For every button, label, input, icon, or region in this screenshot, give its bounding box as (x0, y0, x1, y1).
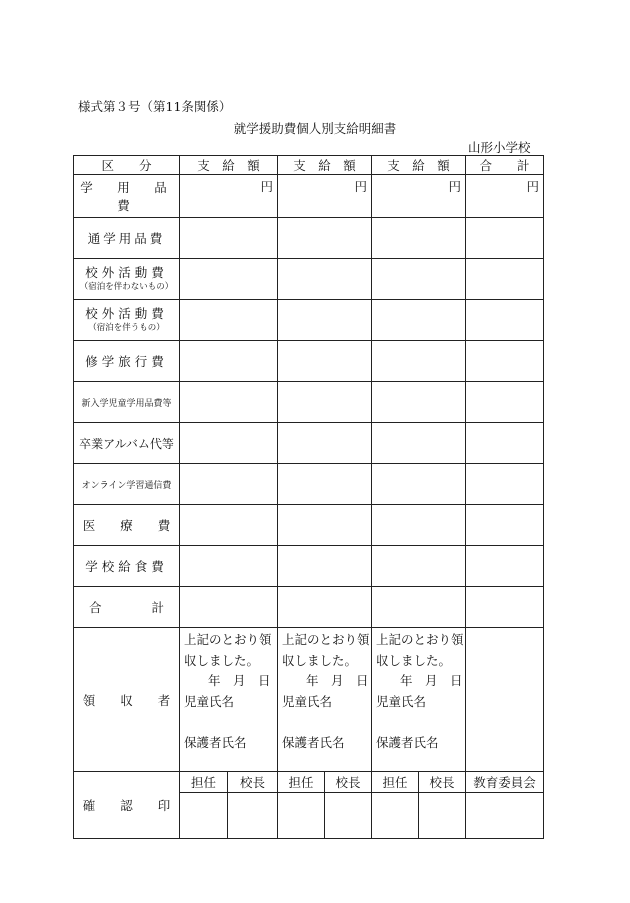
amount-cell[interactable] (180, 218, 278, 259)
stamp-cell[interactable] (372, 793, 419, 839)
amount-cell[interactable] (278, 300, 372, 341)
receipt-child-name: 児童氏名 (376, 693, 427, 709)
receipt-cell[interactable] (372, 628, 466, 772)
amount-cell[interactable] (278, 382, 372, 423)
row-label-commute-supplies: 通学用品費 (74, 218, 180, 259)
teacher-header: 担任 (278, 772, 325, 793)
school-name: 山形小学校 (468, 140, 531, 155)
amount-cell[interactable] (180, 259, 278, 300)
amount-cell[interactable] (180, 546, 278, 587)
table-row (74, 587, 544, 628)
header-total: 合 計 (466, 156, 544, 175)
amount-cell[interactable] (372, 259, 466, 300)
receipt-guardian-name: 保護者氏名 (376, 734, 439, 750)
header-row (74, 156, 544, 175)
table-row (74, 259, 544, 300)
amount-cell[interactable] (180, 587, 278, 628)
stamp-cell[interactable] (278, 793, 325, 839)
table-row (74, 505, 544, 546)
receipt-line-1: 上記のとおり領 (184, 632, 272, 647)
receipt-guardian-name: 保護者氏名 (282, 734, 345, 750)
receipt-line-2: 収しました。 (282, 652, 358, 668)
amount-cell[interactable] (180, 464, 278, 505)
table-row (74, 218, 544, 259)
row-label-school-supplies: 学 用 品 費 (74, 175, 180, 218)
amount-cell[interactable] (372, 218, 466, 259)
table-row (74, 546, 544, 587)
stamp-cell[interactable] (325, 793, 372, 839)
row-label-activity-stay (74, 300, 180, 341)
amount-cell[interactable] (180, 300, 278, 341)
stamp-cell[interactable] (180, 793, 228, 839)
total-cell[interactable] (466, 505, 544, 546)
header-payment-3: 支 給 額 (372, 156, 466, 175)
row-label-graduation-album: 卒業アルバム代等 (74, 423, 180, 464)
total-cell[interactable] (466, 382, 544, 423)
amount-cell[interactable] (372, 587, 466, 628)
activity-qualifier: （宿泊を伴わないもの） (79, 282, 174, 292)
amount-cell[interactable] (372, 505, 466, 546)
row-label-confirm: 確 認 印 (74, 772, 180, 839)
activity-label: 校外活動費 (85, 265, 168, 280)
amount-cell[interactable]: 円 (278, 175, 372, 218)
amount-cell[interactable] (278, 546, 372, 587)
table-row (74, 175, 544, 218)
receipt-line-2: 収しました。 (184, 652, 260, 668)
receipt-line-1: 上記のとおり領 (282, 632, 370, 647)
row-label-new-enrollment: 新入学児童学用品費等 (74, 382, 180, 423)
header-payment-1: 支 給 額 (180, 156, 278, 175)
total-cell[interactable] (466, 218, 544, 259)
receipt-row (74, 628, 544, 772)
table-row (74, 341, 544, 382)
principal-header: 校長 (325, 772, 372, 793)
amount-cell[interactable] (372, 546, 466, 587)
row-label-activity-no-stay (74, 259, 180, 300)
row-label-medical: 医 療 費 (74, 505, 180, 546)
principal-header: 校長 (228, 772, 278, 793)
table-row (74, 382, 544, 423)
amount-cell[interactable] (278, 505, 372, 546)
receipt-date: 年 月 日 (306, 673, 369, 688)
activity-qualifier: （宿泊を伴うもの） (88, 323, 165, 333)
amount-cell[interactable] (372, 382, 466, 423)
row-label-receiver: 領 収 者 (74, 628, 180, 772)
header-payment-2: 支 給 額 (278, 156, 372, 175)
receipt-cell[interactable] (278, 628, 372, 772)
amount-cell[interactable] (372, 423, 466, 464)
amount-cell[interactable] (180, 505, 278, 546)
activity-label: 校外活動費 (85, 306, 168, 321)
receipt-date: 年 月 日 (208, 673, 271, 688)
form-reference: 様式第３号（第11条関係） (78, 99, 232, 114)
total-cell[interactable] (466, 300, 544, 341)
receipt-total-cell[interactable] (466, 628, 544, 772)
total-cell[interactable] (466, 546, 544, 587)
amount-cell[interactable] (372, 464, 466, 505)
header-category: 区 分 (74, 156, 180, 175)
amount-cell[interactable] (278, 218, 372, 259)
amount-cell[interactable] (180, 382, 278, 423)
amount-cell[interactable]: 円 (372, 175, 466, 218)
amount-cell[interactable] (372, 341, 466, 382)
teacher-header: 担任 (180, 772, 228, 793)
row-label-online-learning: オンライン学習通信費 (74, 464, 180, 505)
table-row (74, 300, 544, 341)
amount-cell[interactable] (278, 464, 372, 505)
amount-cell[interactable] (278, 259, 372, 300)
receipt-child-name: 児童氏名 (282, 693, 333, 709)
total-cell[interactable] (466, 587, 544, 628)
document-title: 就学援助費個人別支給明細書 (233, 121, 397, 136)
amount-cell[interactable] (180, 341, 278, 382)
table-row (74, 464, 544, 505)
amount-cell[interactable] (372, 300, 466, 341)
stamp-cell[interactable] (419, 793, 466, 839)
amount-cell[interactable]: 円 (180, 175, 278, 218)
receipt-child-name: 児童氏名 (184, 693, 235, 709)
amount-cell[interactable] (278, 423, 372, 464)
amount-cell[interactable] (278, 341, 372, 382)
total-cell[interactable] (466, 259, 544, 300)
total-cell[interactable]: 円 (466, 175, 544, 218)
payment-detail-table (73, 155, 544, 839)
total-cell[interactable] (466, 423, 544, 464)
receipt-date: 年 月 日 (400, 673, 463, 688)
receipt-guardian-name: 保護者氏名 (184, 734, 247, 750)
row-label-sum: 合 計 (74, 587, 180, 628)
receipt-cell[interactable] (180, 628, 278, 772)
table-row (74, 423, 544, 464)
row-label-school-lunch: 学校給食費 (74, 546, 180, 587)
stamp-cell[interactable] (466, 793, 544, 839)
amount-cell[interactable] (278, 587, 372, 628)
teacher-header: 担任 (372, 772, 419, 793)
amount-cell[interactable] (180, 423, 278, 464)
receipt-line-2: 収しました。 (376, 652, 452, 668)
confirm-header-row (74, 772, 544, 793)
board-header: 教育委員会 (466, 772, 544, 793)
principal-header: 校長 (419, 772, 466, 793)
total-cell[interactable] (466, 341, 544, 382)
receipt-line-1: 上記のとおり領 (376, 632, 464, 647)
stamp-cell[interactable] (228, 793, 278, 839)
total-cell[interactable] (466, 464, 544, 505)
row-label-school-trip: 修学旅行費 (74, 341, 180, 382)
